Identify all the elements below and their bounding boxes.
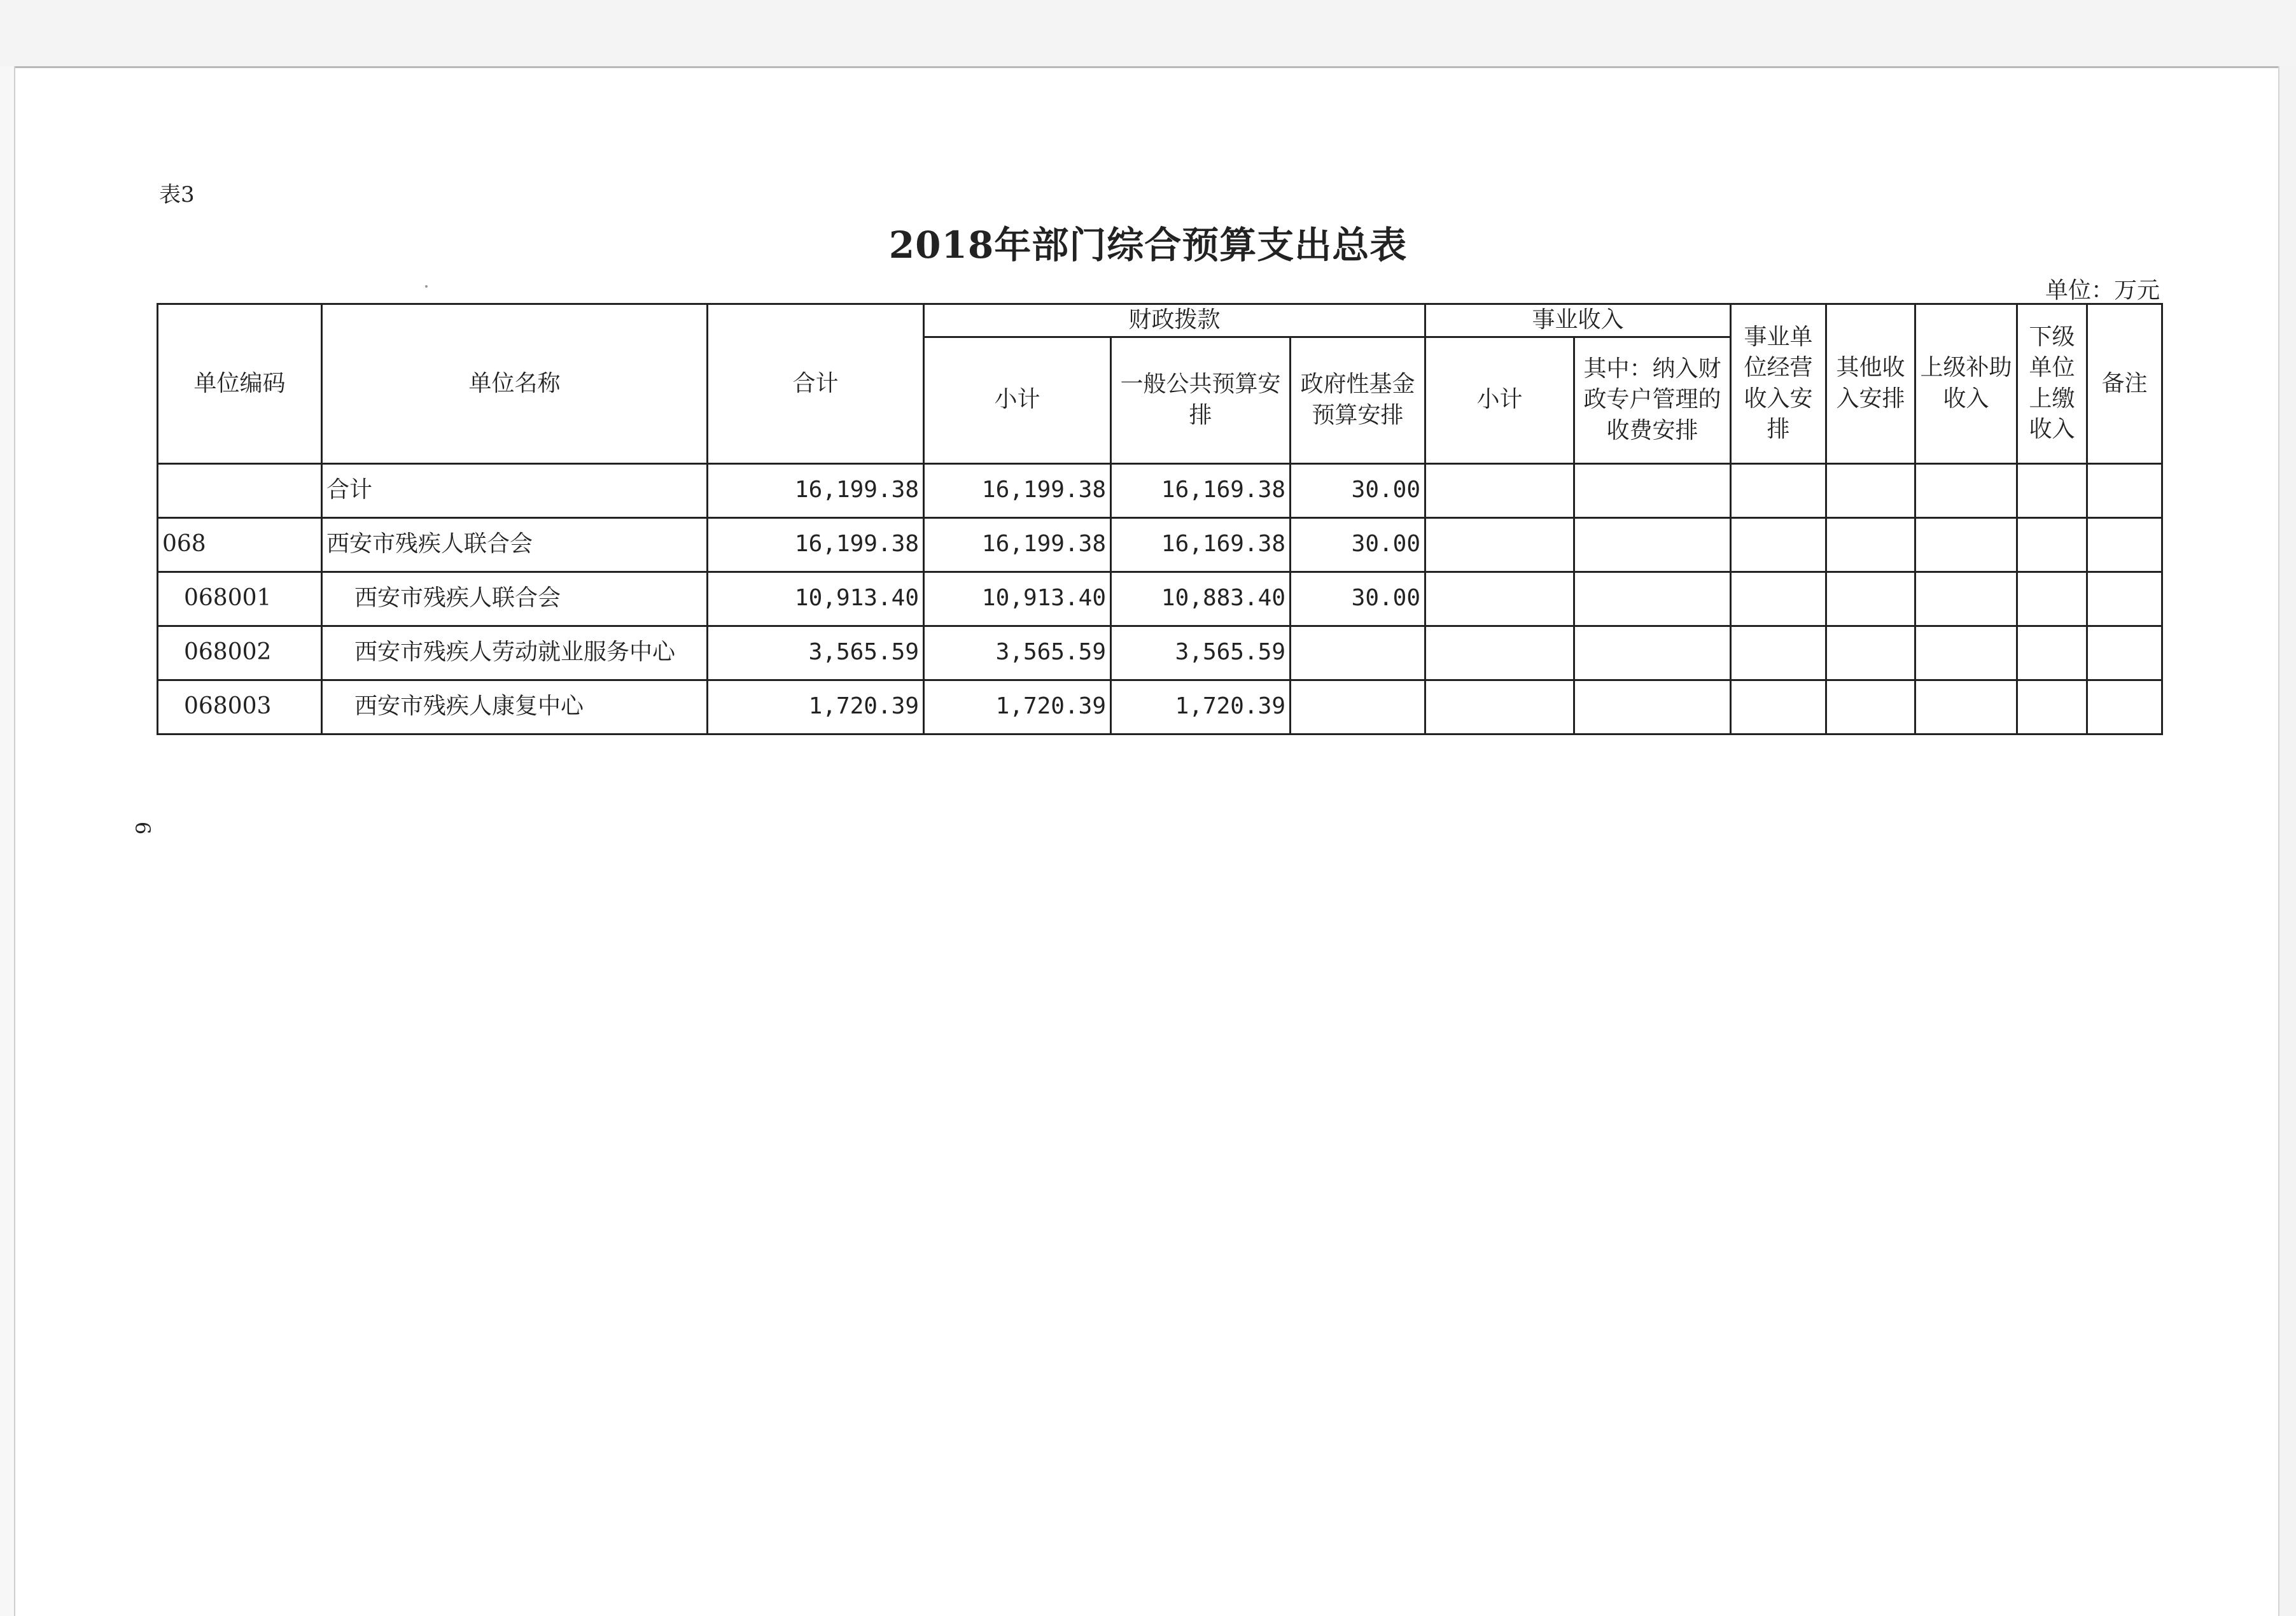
- table-row-total: [158, 463, 2162, 517]
- cell-operating: [1731, 626, 1826, 680]
- page-title: 2018年部门综合预算支出总表: [888, 223, 1408, 267]
- cell-operating: [1731, 572, 1826, 626]
- cell-name: 西安市残疾人联合会: [322, 517, 708, 572]
- cell-fiscal-subtotal: 16,199.38: [924, 517, 1111, 572]
- cell-total: 16,199.38: [708, 517, 924, 572]
- cell-fiscal-general: 10,883.40: [1111, 572, 1291, 626]
- cell-business-subtotal: [1425, 680, 1574, 734]
- header-business-special: 其中：纳入财政专户管理的收费安排: [1574, 337, 1731, 463]
- header-subordinate-payment: 下级单位上缴收入: [2017, 304, 2087, 464]
- cell-superior-subsidy: [1915, 572, 2017, 626]
- cell-business-subtotal: [1425, 626, 1574, 680]
- cell-subordinate-payment: [2017, 572, 2087, 626]
- cell-fiscal-subtotal: 3,565.59: [924, 626, 1111, 680]
- cell-fiscal-subtotal: 10,913.40: [924, 572, 1111, 626]
- cell-subordinate-payment: [2017, 463, 2087, 517]
- header-unit-name: 单位名称: [322, 304, 708, 464]
- cell-operating: [1731, 517, 1826, 572]
- cell-fiscal-subtotal: 1,720.39: [924, 680, 1111, 734]
- cell-fiscal-gov-fund: [1291, 680, 1425, 734]
- cell-subordinate-payment: [2017, 517, 2087, 572]
- cell-code: 068002: [158, 626, 322, 680]
- cell-other: [1826, 572, 1915, 626]
- scan-right-edge: [2278, 66, 2296, 1616]
- header-fiscal-group: 财政拨款: [924, 304, 1425, 337]
- cell-other: [1826, 517, 1915, 572]
- cell-name: 西安市残疾人劳动就业服务中心: [322, 626, 708, 680]
- cell-fiscal-general: 3,565.59: [1111, 626, 1291, 680]
- scan-top-edge: [0, 0, 2296, 68]
- cell-remarks: [2087, 463, 2162, 517]
- cell-code: [158, 463, 322, 517]
- header-row-1: [158, 304, 2162, 337]
- cell-total: 1,720.39: [708, 680, 924, 734]
- cell-other: [1826, 626, 1915, 680]
- page-number: 6: [130, 821, 155, 835]
- cell-code: 068003: [158, 680, 322, 734]
- cell-name: 西安市残疾人联合会: [322, 572, 708, 626]
- cell-remarks: [2087, 626, 2162, 680]
- header-business-group: 事业收入: [1425, 304, 1731, 337]
- header-superior-subsidy: 上级补助收入: [1915, 304, 2017, 464]
- cell-total: 3,565.59: [708, 626, 924, 680]
- table-row: [158, 626, 2162, 680]
- cell-fiscal-general: 16,169.38: [1111, 517, 1291, 572]
- cell-superior-subsidy: [1915, 626, 2017, 680]
- scan-speck: [425, 285, 428, 288]
- scan-left-edge: [0, 66, 15, 1616]
- table-row: [158, 680, 2162, 734]
- table-row: [158, 517, 2162, 572]
- cell-superior-subsidy: [1915, 463, 2017, 517]
- header-fiscal-gov-fund: 政府性基金预算安排: [1291, 337, 1425, 463]
- cell-fiscal-general: 16,169.38: [1111, 463, 1291, 517]
- header-total: 合计: [708, 304, 924, 464]
- header-operating: 事业单位经营收入安排: [1731, 304, 1826, 464]
- budget-table: [157, 303, 2163, 735]
- cell-business-subtotal: [1425, 517, 1574, 572]
- cell-operating: [1731, 680, 1826, 734]
- cell-operating: [1731, 463, 1826, 517]
- cell-fiscal-gov-fund: 30.00: [1291, 517, 1425, 572]
- cell-code: 068001: [158, 572, 322, 626]
- cell-subordinate-payment: [2017, 680, 2087, 734]
- cell-remarks: [2087, 680, 2162, 734]
- cell-business-special: [1574, 572, 1731, 626]
- header-other: 其他收入安排: [1826, 304, 1915, 464]
- table-label: 表3: [159, 182, 195, 207]
- cell-superior-subsidy: [1915, 680, 2017, 734]
- cell-business-subtotal: [1425, 463, 1574, 517]
- cell-fiscal-gov-fund: 30.00: [1291, 463, 1425, 517]
- unit-note: 单位：万元: [2045, 278, 2160, 304]
- cell-business-special: [1574, 626, 1731, 680]
- header-fiscal-subtotal: 小计: [924, 337, 1111, 463]
- cell-business-special: [1574, 517, 1731, 572]
- header-unit-code: 单位编码: [158, 304, 322, 464]
- cell-subordinate-payment: [2017, 626, 2087, 680]
- cell-name: 西安市残疾人康复中心: [322, 680, 708, 734]
- cell-remarks: [2087, 517, 2162, 572]
- cell-business-special: [1574, 680, 1731, 734]
- cell-business-subtotal: [1425, 572, 1574, 626]
- cell-superior-subsidy: [1915, 517, 2017, 572]
- header-fiscal-general: 一般公共预算安排: [1111, 337, 1291, 463]
- cell-name: 合计: [322, 463, 708, 517]
- header-business-subtotal: 小计: [1425, 337, 1574, 463]
- table-row: [158, 572, 2162, 626]
- cell-fiscal-general: 1,720.39: [1111, 680, 1291, 734]
- cell-remarks: [2087, 572, 2162, 626]
- cell-other: [1826, 463, 1915, 517]
- cell-fiscal-gov-fund: [1291, 626, 1425, 680]
- cell-other: [1826, 680, 1915, 734]
- cell-fiscal-subtotal: 16,199.38: [924, 463, 1111, 517]
- cell-total: 10,913.40: [708, 572, 924, 626]
- cell-total: 16,199.38: [708, 463, 924, 517]
- cell-fiscal-gov-fund: 30.00: [1291, 572, 1425, 626]
- cell-business-special: [1574, 463, 1731, 517]
- header-remarks: 备注: [2087, 304, 2162, 464]
- cell-code: 068: [158, 517, 322, 572]
